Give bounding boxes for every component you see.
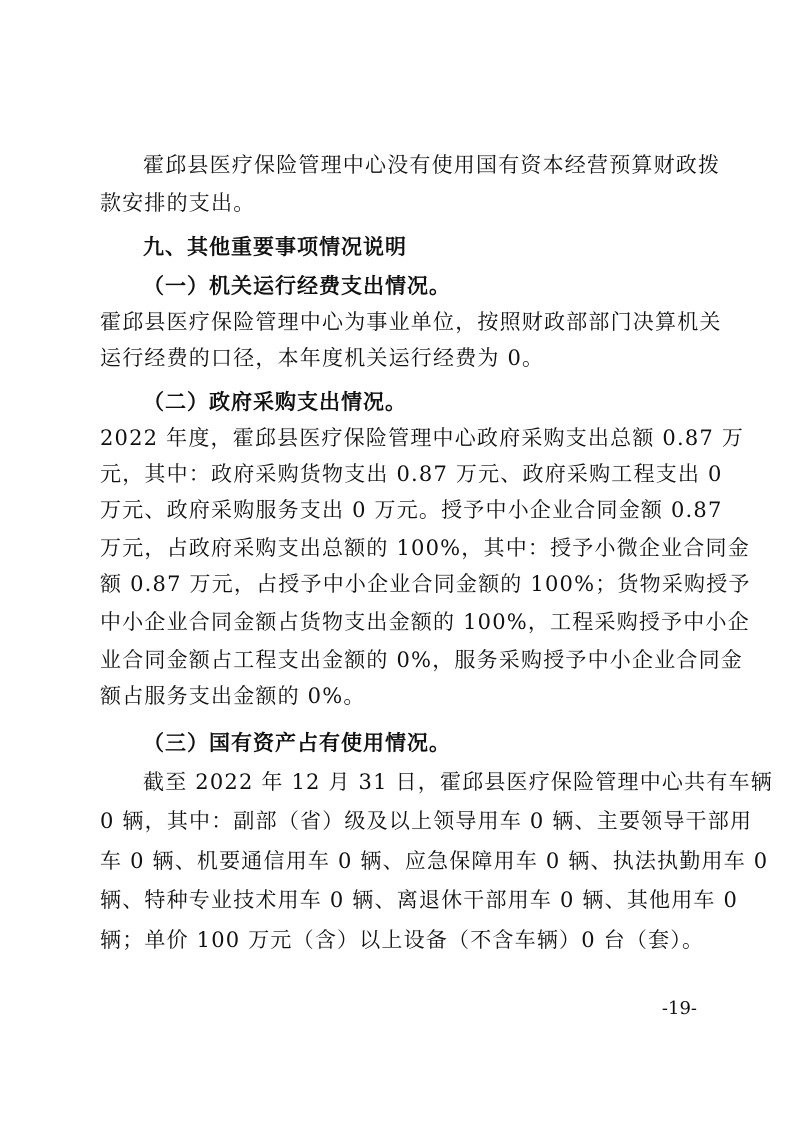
paragraph-line: 中小企业合同金额占货物支出金额的 100%，工程采购授予中小企	[100, 610, 750, 634]
paragraph-line: 2022 年度，霍邱县医疗保险管理中心政府采购支出总额 0.87 万	[100, 426, 745, 450]
subsection-heading: （一）机关运行经费支出情况。	[143, 274, 451, 298]
page-number: -19-	[661, 998, 697, 1019]
paragraph-line: 业合同金额占工程支出金额的 0%，服务采购授予中小企业合同金	[100, 648, 743, 672]
paragraph-line: 额 0.87 万元，占授予中小企业合同金额的 100%；货物采购授予	[100, 572, 751, 596]
subsection-heading: （二）政府采购支出情况。	[143, 390, 407, 414]
paragraph-line: 霍邱县医疗保险管理中心为事业单位，按照财政部部门决算机关	[100, 310, 722, 334]
section-heading: 九、其他重要事项情况说明	[143, 235, 407, 259]
paragraph-line: 万元，占政府采购支出总额的 100%，其中：授予小微企业合同金	[100, 536, 750, 560]
paragraph-line: 元，其中：政府采购货物支出 0.87 万元、政府采购工程支出 0	[100, 462, 723, 486]
paragraph-line: 辆、特种专业技术用车 0 辆、离退休干部用车 0 辆、其他用车 0	[100, 888, 739, 912]
paragraph-line: 辆；单价 100 万元（含）以上设备（不含车辆）0 台（套）。	[100, 928, 705, 952]
paragraph-line: 截至 2022 年 12 月 31 日，霍邱县医疗保险管理中心共有车辆	[143, 770, 773, 794]
paragraph-line: 霍邱县医疗保险管理中心没有使用国有资本经营预算财政拨	[143, 153, 721, 177]
subsection-heading: （三）国有资产占有使用情况。	[143, 731, 451, 755]
paragraph-line: 车 0 辆、机要通信用车 0 辆、应急保障用车 0 辆、执法执勤用车 0	[100, 849, 769, 873]
paragraph-line: 运行经费的口径，本年度机关运行经费为 0。	[100, 346, 545, 370]
paragraph-line: 万元、政府采购服务支出 0 万元。授予中小企业合同金额 0.87	[100, 498, 723, 522]
paragraph-line: 额占服务支出金额的 0%。	[100, 684, 366, 708]
paragraph-line: 款安排的支出。	[100, 191, 256, 215]
paragraph-line: 0 辆，其中：副部（省）级及以上领导用车 0 辆、主要领导干部用	[100, 809, 753, 833]
